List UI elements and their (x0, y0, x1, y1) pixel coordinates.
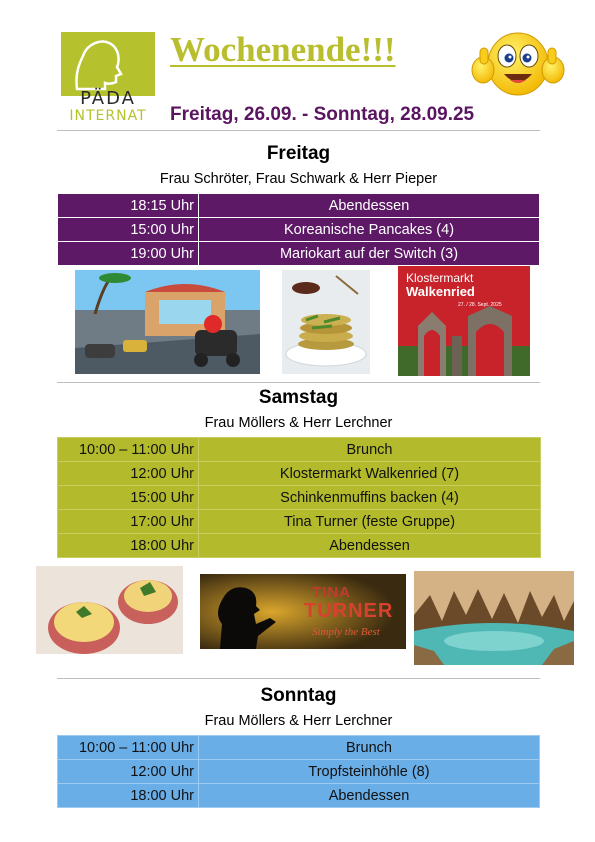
thumbs-up-smiley-icon (470, 28, 566, 100)
banner-name-line1: TINA (312, 584, 351, 601)
activity-cell: Brunch (199, 736, 540, 760)
table-row (58, 760, 540, 784)
tina-turner-banner (200, 574, 406, 649)
activity-cell: Tropfsteinhöhle (8) (199, 760, 540, 784)
activity-cell: Abendessen (199, 534, 541, 558)
divider (57, 382, 540, 383)
time-cell: 10:00 – 11:00 Uhr (58, 736, 199, 760)
poster-title-line1: Klostermarkt (406, 271, 474, 285)
table-row (58, 194, 540, 218)
activity-cell: Schinkenmuffins backen (4) (199, 486, 541, 510)
head-profile-icon (67, 34, 127, 92)
klostermarkt-poster (398, 266, 530, 376)
pancakes-photo (282, 270, 370, 374)
saturday-staff: Frau Möllers & Herr Lerchner (204, 415, 393, 431)
time-cell: 12:00 Uhr (58, 760, 199, 784)
table-row (58, 486, 541, 510)
banner-tagline: Simply the Best (312, 626, 380, 638)
divider (57, 678, 540, 679)
saturday-schedule-table (57, 437, 541, 558)
activity-cell: Klostermarkt Walkenried (7) (199, 462, 541, 486)
time-cell: 12:00 Uhr (58, 462, 199, 486)
sunday-schedule-table (57, 735, 540, 808)
time-cell: 17:00 Uhr (58, 510, 199, 534)
poster-title-line2: Walkenried (406, 284, 475, 299)
ham-muffins-photo (36, 566, 183, 664)
table-row (58, 242, 540, 266)
page-title: Wochenende!!! (170, 30, 396, 69)
banner-name-line2: TURNER (304, 600, 394, 622)
activity-cell: Brunch (199, 438, 541, 462)
date-range: Freitag, 26.09. - Sonntag, 28.09.25 (170, 104, 475, 125)
table-row (58, 784, 540, 808)
friday-title: Freitag (266, 143, 331, 164)
activity-cell: Mariokart auf der Switch (3) (199, 242, 540, 266)
time-cell: 18:00 Uhr (58, 784, 199, 808)
time-cell: 15:00 Uhr (58, 486, 199, 510)
sunday-title: Sonntag (260, 685, 337, 706)
internat-logo (61, 32, 155, 124)
poster-date: 27. / 28. Sept. 2025 (458, 302, 502, 308)
time-cell: 18:00 Uhr (58, 534, 199, 558)
time-cell: 15:00 Uhr (58, 218, 199, 242)
activity-cell: Koreanische Pancakes (4) (199, 218, 540, 242)
table-row (58, 438, 541, 462)
logo-word-internat: INTERNAT (69, 108, 147, 124)
time-cell: 10:00 – 11:00 Uhr (58, 438, 199, 462)
table-row (58, 462, 541, 486)
logo-word-paeda: PÄDA (80, 88, 136, 109)
activity-cell: Abendessen (199, 784, 540, 808)
time-cell: 18:15 Uhr (58, 194, 199, 218)
table-row (58, 534, 541, 558)
friday-schedule-table (57, 193, 540, 266)
table-row (58, 218, 540, 242)
sunday-staff: Frau Möllers & Herr Lerchner (204, 713, 393, 729)
friday-staff: Frau Schröter, Frau Schwark & Herr Pieper (159, 171, 438, 187)
saturday-title: Samstag (258, 387, 339, 408)
activity-cell: Tina Turner (feste Gruppe) (199, 510, 541, 534)
table-row (58, 510, 541, 534)
table-row (58, 736, 540, 760)
mariokart-photo (75, 270, 260, 374)
activity-cell: Abendessen (199, 194, 540, 218)
divider (57, 130, 540, 131)
time-cell: 19:00 Uhr (58, 242, 199, 266)
stalactite-cave-photo (414, 571, 574, 665)
